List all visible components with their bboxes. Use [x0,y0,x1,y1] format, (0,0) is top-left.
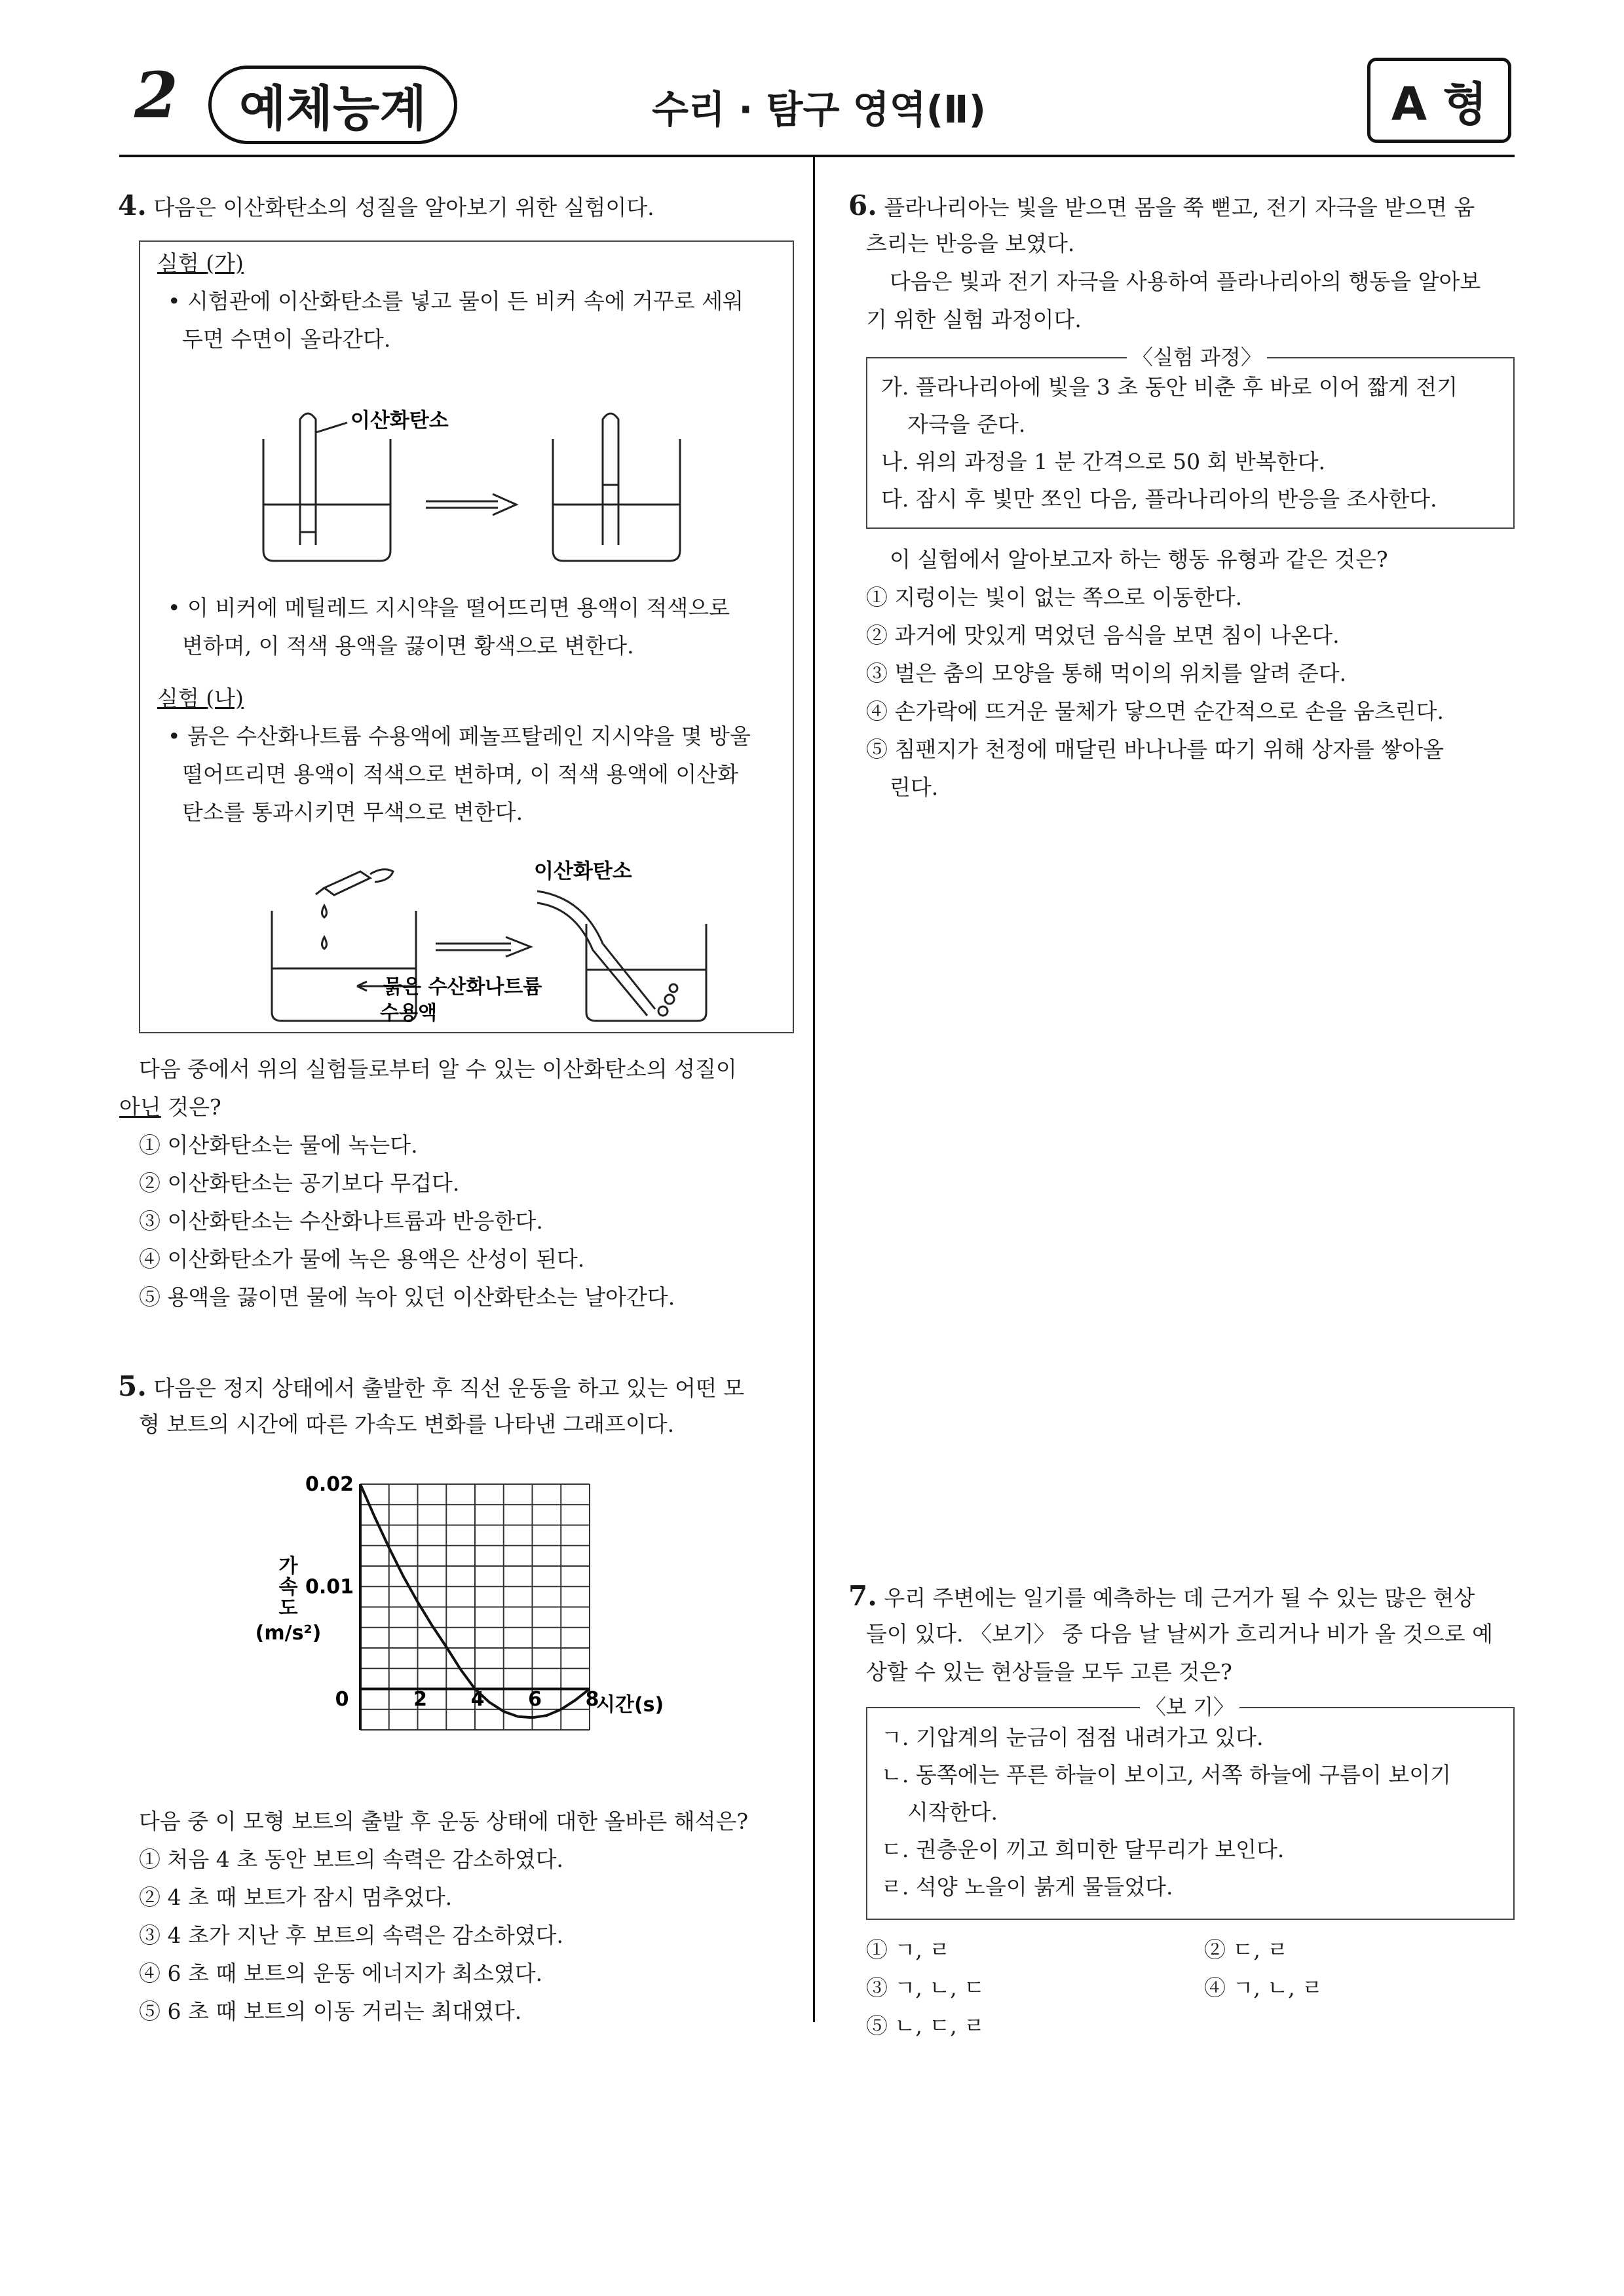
drop-1 [322,906,327,917]
q5-choice-1[interactable]: ① 처음 4 초 동안 보트의 속력은 감소하였다. [139,1846,563,1872]
q6-stem-line1: 6. 플라나리아는 빛을 받으면 몸을 쭉 뻗고, 전기 자극을 받으면 움 [848,189,1475,221]
exam-type-box: A 형 [1367,58,1511,143]
q4-figure-naoh [262,852,708,1024]
q4-exp-a-line3: • 이 비커에 메틸레드 지시약을 떨어뜨리면 용액이 적색으로 [168,595,730,621]
subject-badge: 예체능계 [208,66,457,144]
x-tick-label: 0 [335,1688,349,1712]
q4-exp-b-title: 실험 (나) [157,685,244,711]
test-tube-left [300,413,316,545]
q6-choice-1[interactable]: ① 지렁이는 빛이 없는 쪽으로 이동한다. [866,584,1243,610]
q5-choice-2[interactable]: ② 4 초 때 보트가 잠시 멈추었다. [139,1885,453,1910]
beaker-left [263,439,390,561]
y-axis-label-char-3: 도 [278,1597,298,1620]
acceleration-chart [249,1461,721,1756]
q7-item-rieul: ㄹ. 석양 노을이 붉게 물들었다. [881,1874,1173,1900]
bubble [658,1006,668,1016]
q4-stem [118,187,654,226]
q7-stem-line1: 7. 우리 주변에는 일기를 예측하는 데 근거가 될 수 있는 많은 현상 [848,1580,1475,1612]
q7-stem-line2: 들이 있다. 〈보기〉 중 다음 날 날씨가 흐리거나 비가 올 것으로 예 [866,1621,1493,1647]
q7-choice-2[interactable]: ② ㄷ, ㄹ [1204,1937,1289,1962]
q7-item-giyeok: ㄱ. 기압계의 눈금이 점점 내려가고 있다. [881,1725,1264,1750]
y-tick-label: 0.01 [305,1575,354,1599]
q5-question: 다음 중 이 모형 보트의 출발 후 운동 상태에 대한 올바른 해석은? [139,1808,749,1834]
x-axis-label: 시간(s) [596,1693,664,1717]
dropper [324,871,370,895]
q6-choice-5[interactable]: ⑤ 침팬지가 천정에 매달린 바나나를 따기 위해 상자를 쌓아올 [866,737,1444,762]
x-tick-label: 2 [413,1688,427,1712]
x-tick-label: 6 [528,1688,542,1712]
q5-choice-5[interactable]: ⑤ 6 초 때 보트의 이동 거리는 최대였다. [139,1999,522,2024]
x-tick-label: 8 [585,1688,599,1712]
chart-tick-labels [305,1473,599,1711]
q4-choice-2[interactable]: ② 이산화탄소는 공기보다 무겁다. [139,1170,460,1196]
q4-choice-3[interactable]: ③ 이산화탄소는 수산화나트륨과 반응한다. [139,1208,543,1234]
q6-question: 이 실험에서 알아보고자 하는 행동 유형과 같은 것은? [890,546,1388,572]
header-rule [119,155,1515,157]
q7-item-nieun: ㄴ. 동쪽에는 푸른 하늘이 보이고, 서쪽 하늘에 구름이 보이기 [881,1762,1451,1788]
q4-stem-text: 다음은 이산화탄소의 성질을 알아보기 위한 실험이다. [153,195,654,220]
q5-stem-line1: 5. 다음은 정지 상태에서 출발한 후 직선 운동을 하고 있는 어떤 모 [118,1370,745,1402]
fig1-label-co2: 이산화탄소 [350,409,449,432]
bubble [665,995,674,1004]
fig2-label-co2: 이산화탄소 [534,860,632,883]
q6-step-ga: 가. 플라나리아에 빛을 3 초 동안 비춘 후 바로 이어 짧게 전기 [881,374,1458,400]
q6-choice-2[interactable]: ② 과거에 맛있게 먹었던 음식을 보면 침이 나온다. [866,622,1340,648]
q4-exp-a-line2: 두면 수면이 올라간다. [182,326,391,352]
q4-number: 4. [118,189,147,221]
q6-choice-5-cont: 린다. [890,775,939,800]
q4-exp-b-line1: • 묽은 수산화나트륨 수용액에 페놀프탈레인 지시약을 몇 방울 [168,723,751,749]
q6-stem-line2: 츠리는 반응을 보였다. [866,231,1075,256]
q4-question-not: 아닌 [119,1094,161,1120]
q5-number: 5. [118,1370,147,1402]
beaker-co2 [586,924,706,1021]
q4-question-line2: 아닌 것은? [119,1094,221,1120]
x-tick-label: 4 [470,1688,485,1712]
q7-stem-line3: 상할 수 있는 현상들을 모두 고른 것은? [866,1659,1232,1685]
fig2-label-solution: 수용액 [380,1002,437,1024]
q4-exp-a-line4: 변하며, 이 적색 용액을 끓이면 황색으로 변한다. [182,633,634,659]
q4-exp-a-title: 실험 (가) [157,250,244,276]
q4-choice-4[interactable]: ④ 이산화탄소가 물에 녹은 용액은 산성이 된다. [139,1246,585,1272]
q6-step-ga-cont: 자극을 준다. [907,411,1026,437]
q4-choice-1[interactable]: ① 이산화탄소는 물에 녹는다. [139,1132,418,1158]
q4-choice-5[interactable]: ⑤ 용액을 끓이면 물에 녹아 있던 이산화탄소는 날아간다. [139,1284,675,1310]
q7-box-caption: 〈보 기〉 [1140,1694,1239,1720]
q6-step-na: 나. 위의 과정을 1 분 간격으로 50 회 반복한다. [881,449,1325,474]
q7-item-nieun-cont: 시작한다. [907,1799,998,1825]
y-tick-label: 0.02 [305,1473,354,1496]
q4-exp-b-line2: 떨어뜨리면 용액이 적색으로 변하며, 이 적색 용액에 이산화 [182,761,738,787]
page-number: 2 [134,58,178,132]
bubble [670,984,677,992]
q6-number: 6. [848,189,877,221]
q4-exp-a-line1: • 시험관에 이산화탄소를 넣고 물이 든 비커 속에 거꾸로 세워 [168,288,744,314]
q6-choice-3[interactable]: ③ 벌은 춤의 모양을 통해 먹이의 위치를 알려 준다. [866,660,1347,686]
q7-choice-3[interactable]: ③ ㄱ, ㄴ, ㄷ [866,1975,985,2000]
q4-exp-b-line3: 탄소를 통과시키면 무색으로 변한다. [182,799,523,825]
test-tube-right [603,413,618,545]
q5-stem-line2: 형 보트의 시간에 따른 가속도 변화를 나타낸 그래프이다. [139,1411,675,1437]
exam-title: 수리 · 탐구 영역(Ⅱ) [652,87,986,132]
q7-choice-5[interactable]: ⑤ ㄴ, ㄷ, ㄹ [866,2013,985,2038]
q7-choice-4[interactable]: ④ ㄱ, ㄴ, ㄹ [1204,1975,1323,2000]
q6-stem-line3: 다음은 빛과 전기 자극을 사용하여 플라나리아의 행동을 알아보 [890,269,1481,294]
q7-number: 7. [848,1580,877,1612]
fig2-label-naoh: 묽은 수산화나트륨 [383,976,542,999]
y-axis-label-char-2: 속 [278,1576,298,1599]
q6-box-caption: 〈실험 과정〉 [1127,344,1267,370]
q7-choice-1[interactable]: ① ㄱ, ㄹ [866,1937,951,1962]
y-axis-label-char-1: 가 [278,1555,298,1578]
q6-choice-4[interactable]: ④ 손가락에 뜨거운 물체가 닿으면 순간적으로 손을 움츠린다. [866,698,1444,724]
y-axis-unit: (m/s²) [255,1622,322,1645]
q4-question-line1: 다음 중에서 위의 실험들로부터 알 수 있는 이산화탄소의 성질이 [139,1056,737,1082]
beaker-right [553,439,680,561]
drop-2 [322,937,327,949]
q5-choice-4[interactable]: ④ 6 초 때 보트의 운동 에너지가 최소였다. [139,1961,543,1986]
q6-stem-line4: 기 위한 실험 과정이다. [866,307,1082,332]
q6-step-da: 다. 잠시 후 빛만 쪼인 다음, 플라나리아의 반응을 조사한다. [881,486,1437,512]
q5-choice-3[interactable]: ③ 4 초가 지난 후 보트의 속력은 감소하였다. [139,1923,563,1948]
q7-item-digeut: ㄷ. 권층운이 끼고 희미한 달무리가 보인다. [881,1837,1285,1862]
q4-figure-test-tube [249,393,708,570]
column-divider [813,155,815,2022]
